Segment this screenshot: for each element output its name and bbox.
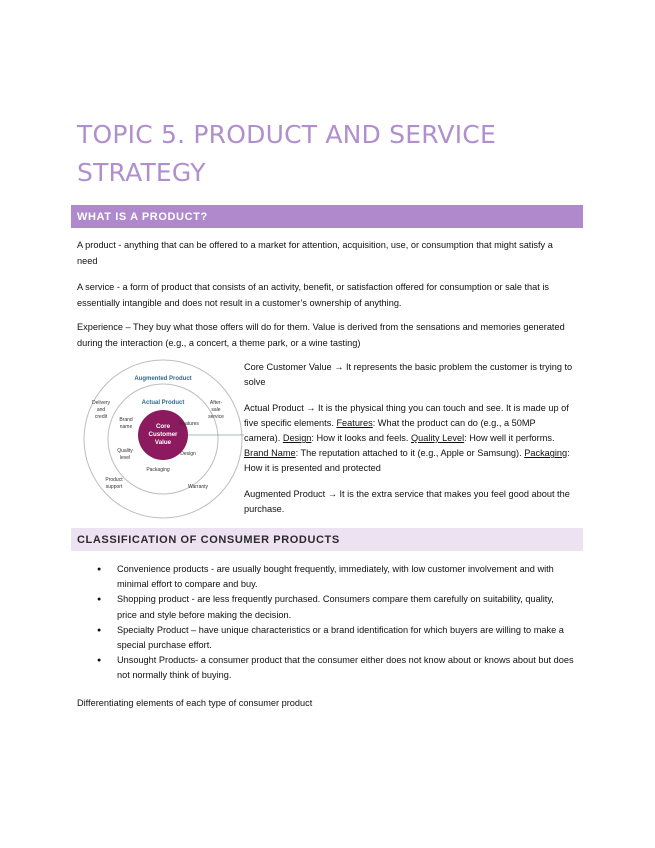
after-sale-label-1: After- [209,400,223,406]
actual-product-label: Actual Product [141,400,185,406]
actual-product-text [244,401,574,476]
packaging-desc: : How it is presented and protected [244,448,570,473]
list-item: ● Convenience products - are usually bought frequently, immediately, with low customer involvement and with minimal effort to compare and buy. [99,562,575,592]
features-label: Features [179,421,199,427]
brand-name-term: Brand Name [244,448,296,458]
section-heading-what-is-a-product: WHAT IS A PRODUCT? [71,205,583,228]
product-support-label-2: support [105,484,123,490]
core-customer-value-text: Core Customer Value → It represents the basic problem the customer is trying to solve [244,362,573,387]
quality-level-label-1: Quality [117,448,133,454]
classification-list [99,562,575,684]
design-term: Design [282,433,312,443]
augmented-product-label: Augmented Product [134,376,192,382]
packaging-term: Packaging [524,448,568,458]
delivery-label-1: Delivery [91,400,111,406]
delivery-label-2: and [96,407,106,413]
core-label-2: Customer [148,431,178,438]
packaging-label: Packaging [146,467,170,473]
page-title: TOPIC 5. PRODUCT AND SERVICE STRATEGY [77,120,496,187]
after-sale-label-3: service [208,414,224,420]
product-levels-diagram [82,358,244,520]
design-desc: : How it looks and feels. [311,433,409,443]
features-term: Features [336,418,373,428]
delivery-label-3: credit [94,414,108,420]
after-sale-label-2: sale [211,407,221,413]
list-item: ● Specialty Product – have unique characteristics or a brand identification for which buyers are willing to make a special purchase effort. [99,623,575,653]
augmented-product-text: Augmented Product → It is the extra service that makes you feel good about the purchase. [244,489,570,514]
quality-level-term: Quality Level [411,433,465,443]
list-item: ● Shopping product - are less frequently purchased. Consumers compare them carefully on suitability, quality, price and style before making the decision. [99,592,575,622]
brand-name-desc: : The reputation attached to it (e.g., Apple or Samsung). [295,448,522,458]
differentiating-elements-text: Differentiating elements of each type of consumer product [77,698,313,708]
product-definition: A product - anything that can be offered to a market for attention, acquisition, use, or consumption that might satisfy a need [77,240,553,266]
service-definition: A service - a form of product that consists of an activity, benefit, or satisfaction offered for consumption or sale that is essentially intangible and does not result in a customer’s ownership of anything. [77,282,550,308]
actual-product-intro: Actual Product → It is the physical thing you can touch and see. It is made up of five specific elements. [244,403,569,428]
core-label-3: Value [154,439,172,446]
quality-level-desc: : How well it performs. [464,433,555,443]
product-support-label-1: Product [105,477,123,483]
section-heading-classification: CLASSIFICATION OF CONSUMER PRODUCTS [71,528,583,551]
features-desc: : What the product can do (e.g., a 50MP camera). [244,418,536,443]
experience-definition: Experience – They buy what those offers will do for them. Value is derived from the sensations and memories generated during the interaction (e.g., a concert, a theme park, or a wine tasting) [77,322,565,348]
quality-level-label-2: level [119,455,131,461]
list-item: ● Unsought Products- a consumer product that the consumer either does not know about or knows about but does not normally think of buying. [99,653,575,683]
brand-name-label-2: name [119,424,133,430]
brand-name-label-1: Brand [119,417,133,423]
warranty-label: Warranty [187,484,209,490]
core-label-1: Core [155,423,171,430]
design-label: Design [180,451,196,457]
